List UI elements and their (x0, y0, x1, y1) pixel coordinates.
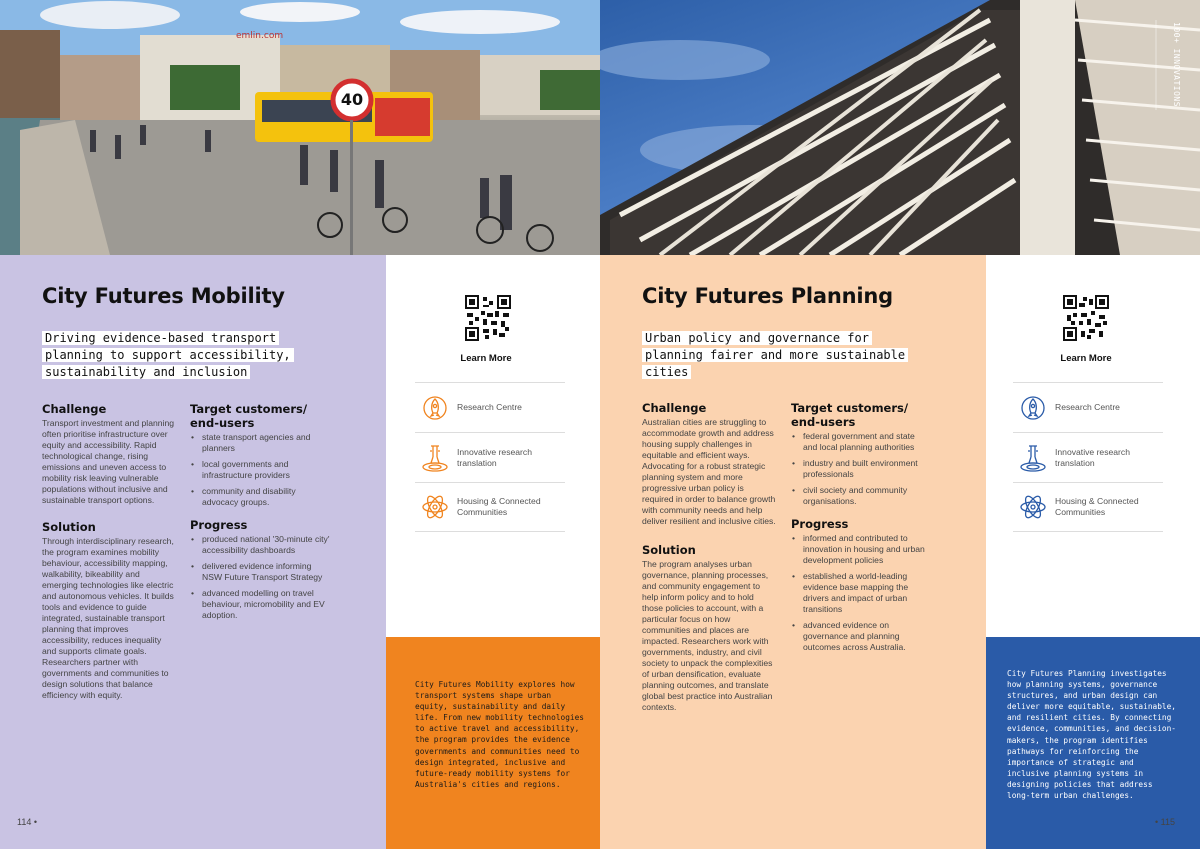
mobility-title: City Futures Mobility (42, 284, 285, 308)
tap-icon (421, 443, 449, 473)
building-sign-text: emlin.com (236, 31, 284, 41)
progress-heading: Progress (791, 517, 849, 531)
list-item: • federal government and state and local planning authorities (791, 431, 931, 453)
planning-title: City Futures Planning (642, 284, 893, 308)
link-label: Innovative research translation (1055, 446, 1130, 468)
planning-tagline (642, 330, 922, 381)
challenge-heading: Challenge (42, 402, 107, 416)
progress-heading: Progress (190, 518, 248, 532)
challenge-text: Australian cities are struggling to accommodate growth and address housing supply challenges in equitable and efficient ways. Advocating for a robust strategic planning system and more progressive urban policy is required in order to balance growth with community needs and help deliver resilient and inclusive cities. (642, 417, 776, 526)
learn-more-link[interactable]: Learn More (1060, 353, 1112, 364)
link-housing-communities[interactable] (1013, 482, 1163, 532)
solution-text: Through interdisciplinary research, the program examines mobility behaviour, accessibility mapping, walkability, bikeability and emerging technologies like electric and autonomous vehicles. It builds tools and evidence to guide integrated, sustainable transport planning that improves accessibility, reduces inequality and supports climate goals. Researchers partner with governments and communities to design solutions that balance efficiency with equity. (42, 536, 174, 700)
planning-col-left (642, 401, 777, 713)
solution-heading: Solution (42, 520, 96, 534)
learn-more-link[interactable]: Learn More (460, 353, 512, 364)
speed-sign-text: 40 (340, 90, 364, 109)
planning-links (1013, 382, 1163, 532)
solution-text: The program analyses urban governance, planning processes, and community engagement to help inform policy and to hold those policies to account, with a particular focus on how communities and places are impacted. Researchers work with governments, industry, and civil society to unpack the complexities of urban densification, evaluate planning outcomes, and translate global best practice into Australian contexts. (642, 559, 773, 712)
link-research-centre[interactable] (415, 382, 565, 432)
link-label: Housing & Connected Communities (457, 496, 541, 517)
progress-list (791, 533, 931, 653)
target-heading: Target customers/ end-users (791, 401, 909, 429)
link-label: Research Centre (1055, 402, 1120, 412)
planning-summary: City Futures Planning investigates how planning systems, governance structures, and urban design can deliver more equitable, sustainable, and resilient cities. By connecting evidence, communities, and decision-makers, the program identifies pathways for reinforcing the importance of strategic and inclusive planning systems in designing policies that address long-term urban challenges. (1007, 669, 1176, 801)
challenge-heading: Challenge (642, 401, 707, 415)
list-item: • community and disability advocacy groups. (190, 486, 330, 508)
list-item: • civil society and community organisations. (791, 485, 931, 507)
mobility-tagline (42, 330, 322, 381)
tagline-line: planning fairer and more sustainable (642, 348, 908, 362)
tap-icon (1019, 443, 1047, 473)
link-label: Research Centre (457, 402, 522, 412)
progress-list (190, 534, 330, 621)
list-item: • informed and contributed to innovation in housing and urban development policies (791, 533, 931, 566)
tagline-line: cities (642, 365, 691, 379)
rocket-icon (422, 394, 448, 422)
list-item: • advanced evidence on governance and planning outcomes across Australia. (791, 620, 931, 653)
list-item: • industry and built environment professionals (791, 458, 931, 480)
list-item: • state transport agencies and planners (190, 432, 330, 454)
tagline-line: Driving evidence-based transport (42, 331, 279, 345)
section-vertical-label: 100+ INNOVATIONS (1172, 22, 1181, 108)
list-item: • advanced modelling on travel behaviour, micromobility and EV adoption. (190, 588, 330, 621)
list-item: • delivered evidence informing NSW Future Transport Strategy (190, 561, 330, 583)
target-heading: Target customers/ end-users (190, 402, 308, 430)
rocket-icon (1020, 394, 1046, 422)
page-number-right: • 115 (1155, 817, 1175, 827)
atom-icon (1019, 493, 1047, 521)
tagline-line: planning to support accessibility, (42, 348, 294, 362)
tagline-line: Urban policy and governance for (642, 331, 872, 345)
list-item: • local governments and infrastructure providers (190, 459, 330, 481)
link-research-centre[interactable] (1013, 382, 1163, 432)
photo-tower-building (600, 0, 1200, 255)
mobility-col-right (190, 402, 330, 626)
link-label: Innovative research translation (457, 446, 532, 468)
link-research-translation[interactable] (415, 432, 565, 482)
challenge-text: Transport investment and planning often prioritise infrastructure over equity and accessibility. Rapid technological change, rising emissions and uneven access to mobility risk leaving vulnerable populations without inclusive and sustainable transport options. (42, 418, 175, 505)
page-number-left: 114 • (17, 817, 37, 827)
solution-heading: Solution (642, 543, 696, 557)
link-housing-communities[interactable] (415, 482, 565, 532)
list-item: • produced national '30-minute city' accessibility dashboards (190, 534, 330, 556)
target-list (190, 432, 330, 508)
mobility-links (415, 382, 565, 532)
link-label: Housing & Connected Communities (1055, 496, 1139, 517)
qr-code-icon[interactable] (1063, 295, 1109, 341)
link-research-translation[interactable] (1013, 432, 1163, 482)
qr-code-icon[interactable] (465, 295, 511, 341)
list-item: • established a world-leading evidence base mapping the drivers and impact of urban transitions (791, 571, 931, 615)
planning-col-right (791, 401, 931, 658)
target-list (791, 431, 931, 507)
photo-bridge-cyclists (0, 0, 600, 255)
mobility-col-left (42, 402, 177, 701)
mobility-summary: City Futures Mobility explores how transport systems shape urban equity, sustainability and daily life. From new mobility technologies to active travel and accessibility, the program provides the evidence governments and communities need to design integrated, inclusive and future-ready mobility systems for Australia's cities and regions. (415, 680, 584, 789)
tagline-line: sustainability and inclusion (42, 365, 250, 379)
atom-icon (421, 493, 449, 521)
